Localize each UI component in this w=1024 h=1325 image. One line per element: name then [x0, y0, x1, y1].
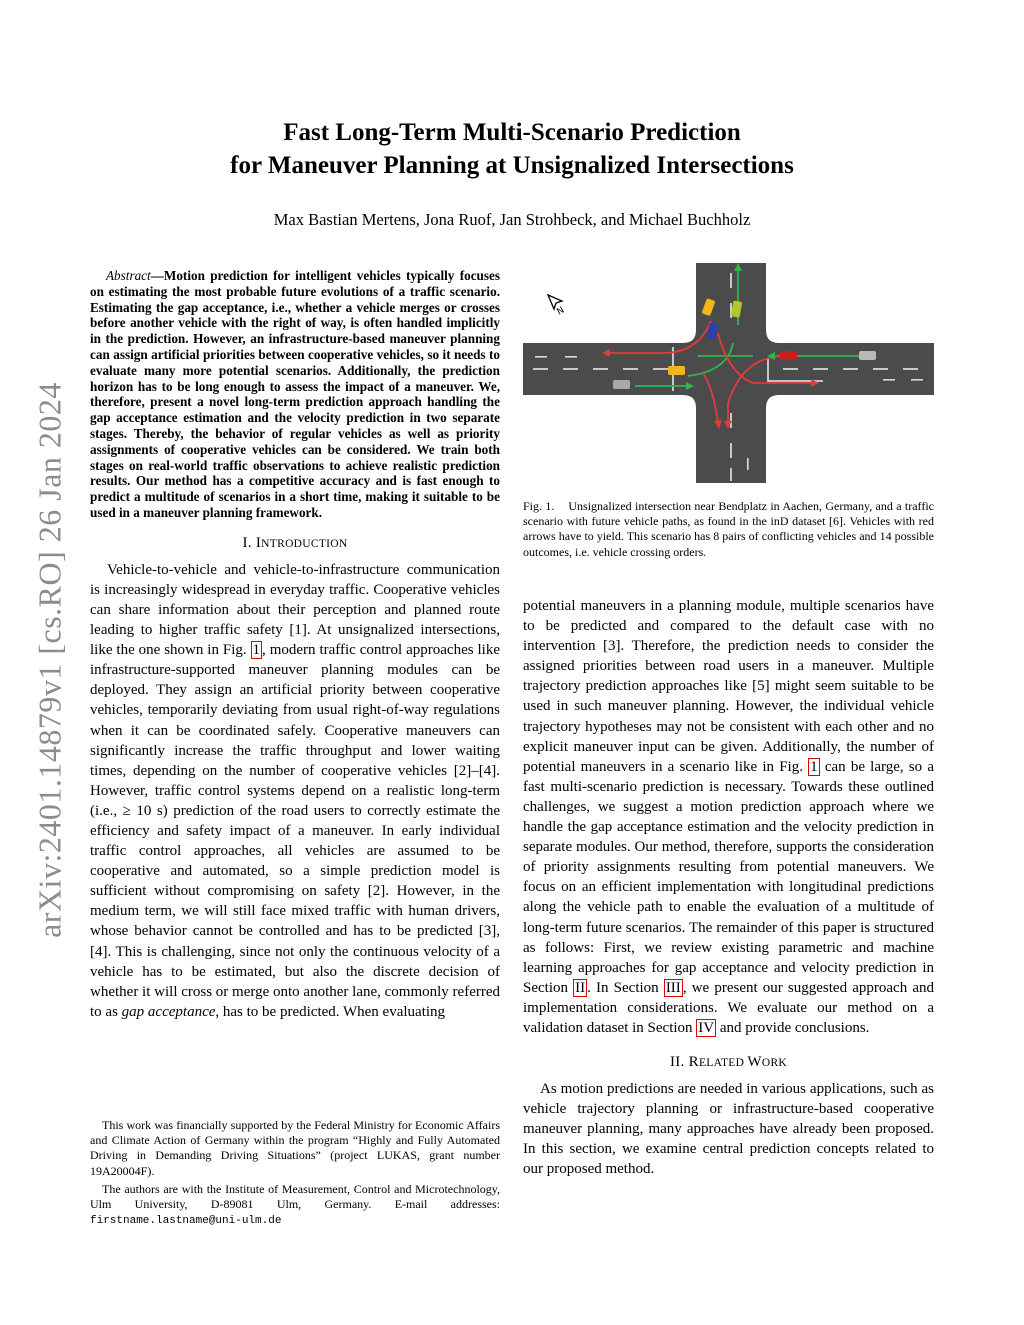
- section-iii-link[interactable]: III: [665, 979, 681, 996]
- section-iv-link[interactable]: IV: [698, 1019, 715, 1036]
- north-arrow-icon: [548, 295, 566, 318]
- abstract-label: Abstract: [106, 268, 151, 283]
- affiliation-footnote: The authors are with the Institute of Measurement, Control and Microtechnology, Ulm University, D-89081 Ulm, Germany. E-mail addresses: firstname.lastname@uni-ulm.de: [90, 1181, 500, 1228]
- fig-1-link[interactable]: 1: [252, 642, 261, 659]
- section-introduction-heading: I. INTRODUCTION: [242, 534, 348, 551]
- title-line-2: for Maneuver Planning at Unsignalized Intersections: [230, 152, 794, 179]
- title-line-1: Fast Long-Term Multi-Scenario Prediction: [283, 119, 741, 146]
- arxiv-stamp: [20, 365, 80, 955]
- section-related-work-heading: II. RELATED WORK: [669, 1054, 788, 1071]
- corner-sw: [683, 395, 696, 408]
- caption-text: Unsignalized intersection near Bendplatz in Aachen, Germany, and a traffic scenario with future vehicle paths, as found in the inD dataset [6]. Vehicles with red arrows have to yield. This scenario has 8 pairs of conflicting vehicles and 14 possible outcomes, i.e. vehicle crossing orders.: [523, 499, 934, 559]
- arxiv-stamp-text: arXiv:2401.14879v1 [cs.RO] 26 Jan 2024: [31, 382, 68, 938]
- right-column: [523, 596, 934, 1180]
- caption-label: Fig. 1.: [523, 499, 555, 513]
- gap-acceptance-term: gap acceptance: [121, 1003, 216, 1020]
- fig-1-link-2[interactable]: 1: [810, 758, 818, 775]
- abstract-text: Motion prediction for intelligent vehicles typically focuses on estimating the most probable future evolutions of a traffic scenario. Estimating the gap acceptance, i.e., whether a vehicle merges or crosses before another vehicle with the right of way, is often handled implicitly in the prediction. However, an infrastructure-based maneuver planning can assign artificial priorities between cooperative vehicles, so it needs to evaluate many more potential scenarios. Additionally, the prediction horizon has to be long enough to assess the impact of a maneuver. We, therefore, present a novel long-term prediction approach handling the gap acceptance estimation and the velocity prediction in two separate stages. Thereby, the behavior of regular vehicles as well as priority assignments of cooperative vehicles can be considered. We train both stages on real-world traffic observations to achieve realistic prediction results. Our method has a competitive accuracy and is fast enough to predict a multitude of scenarios in a short time, making it suitable to be used in a maneuver planning framework.: [90, 268, 500, 520]
- email-address: firstname.lastname@uni-ulm.de: [90, 1215, 282, 1228]
- footnotes: [90, 1118, 500, 1229]
- figure-1-caption: [523, 499, 934, 560]
- abstract: [90, 268, 500, 521]
- abstract-dash: —: [150, 268, 164, 283]
- svg-text:N: N: [555, 305, 567, 318]
- inline-math: ≥ 10 s: [122, 802, 163, 819]
- funding-footnote: This work was financially supported by the Federal Ministry for Economic Affairs and Climate Action of Germany within the program “Highly and Fully Automated Driving in Demanding Driving Situations” (project LUKAS, grant number 19A20004F).: [90, 1118, 500, 1178]
- authors: Max Bastian Mertens, Jona Ruof, Jan Strohbeck, and Michael Buchholz: [273, 210, 751, 229]
- corner-se: [766, 395, 779, 408]
- intro-continuation-paragraph: potential maneuvers in a planning module, multiple scenarios have to be predicted and compared to the default case with no intervention [3]. Therefore, the prediction needs to consider the assigned priorities between road users in a maneuver. Multiple trajectory prediction approaches like [5] might seem suitable to be used in such maneuver planning. However, the individual vehicle trajectory hypotheses may not be consistent with each other and no explicit maneuver input can be given. Additionally, the number of potential maneuvers in a scenario like in Fig. 1 can be large, so a fast multi-scenario prediction is necessary. Towards these outlined challenges, we suggest a motion prediction approach where we handle the gap acceptance estimation and the velocity prediction in separate modules. Our method, therefore, supports the consideration of priority assignments resulting from potential maneuvers. We focus on an efficient implementation with longitudinal predictions along the vehicle path to enable the evaluation of a multitude of long-term future scenarios. The remainder of this paper is structured as follows: First, we review existing parametric and machine learning approaches for gap acceptance and velocity prediction in Section II . In Section III , we present our suggested approach and implementation considerations. We evaluate our method on a validation dataset in Section IV and provide conclusions.: [523, 598, 934, 1036]
- corner-nw: [683, 330, 696, 343]
- left-column: [90, 268, 500, 1022]
- paper-title: [100, 116, 924, 182]
- figure-1-intersection: [523, 263, 934, 483]
- corner-ne: [766, 330, 779, 343]
- intro-paragraph: Vehicle-to-vehicle and vehicle-to-infrastructure communication is increasingly widespread in everyday traffic. Cooperative vehicles can share information about their perception and planned route leading to higher traffic safety [1]. At unsignalized intersections, like the one shown in Fig. 1 , modern traffic control approaches like infrastructure-supported maneuver planning modules can be deployed. They assign an artificial priority between cooperative vehicles, temporarily deviating from usual right-of-way regulations when it can be coordinated safely. Cooperative maneuvers can significantly increase the traffic throughput and lower waiting times, depending on the number of cooperative vehicles [2]–[4]. However, traffic control systems depend on a realistic long-term (i.e., ≥ 10 s) prediction of the road users to correctly estimate the efficiency and safety impact of a maneuver. In early individual traffic control approaches, all vehicles are assumed to be cooperative and automated, so a simple prediction model is sufficient without compromising on safety [2]. However, in the medium term, we will still face mixed traffic with human drivers, whose behavior cannot be controlled and has to be predicted [3], [4]. This is challenging, since not only the continuous velocity of a vehicle has to be estimated, but also the discrete decision of whether it will cross or merge onto another lane, commonly referred to as gap acceptance, has to be predicted. When evaluating: [90, 561, 501, 1020]
- section-ii-link[interactable]: II: [575, 979, 586, 996]
- related-work-paragraph: As motion predictions are needed in various applications, such as vehicle trajectory planning or infrastructure-based cooperative maneuver planning, many approaches have already been proposed. In this section, we examine central prediction concepts related to our proposed method.: [523, 1081, 934, 1178]
- intersection-diagram: [523, 263, 934, 483]
